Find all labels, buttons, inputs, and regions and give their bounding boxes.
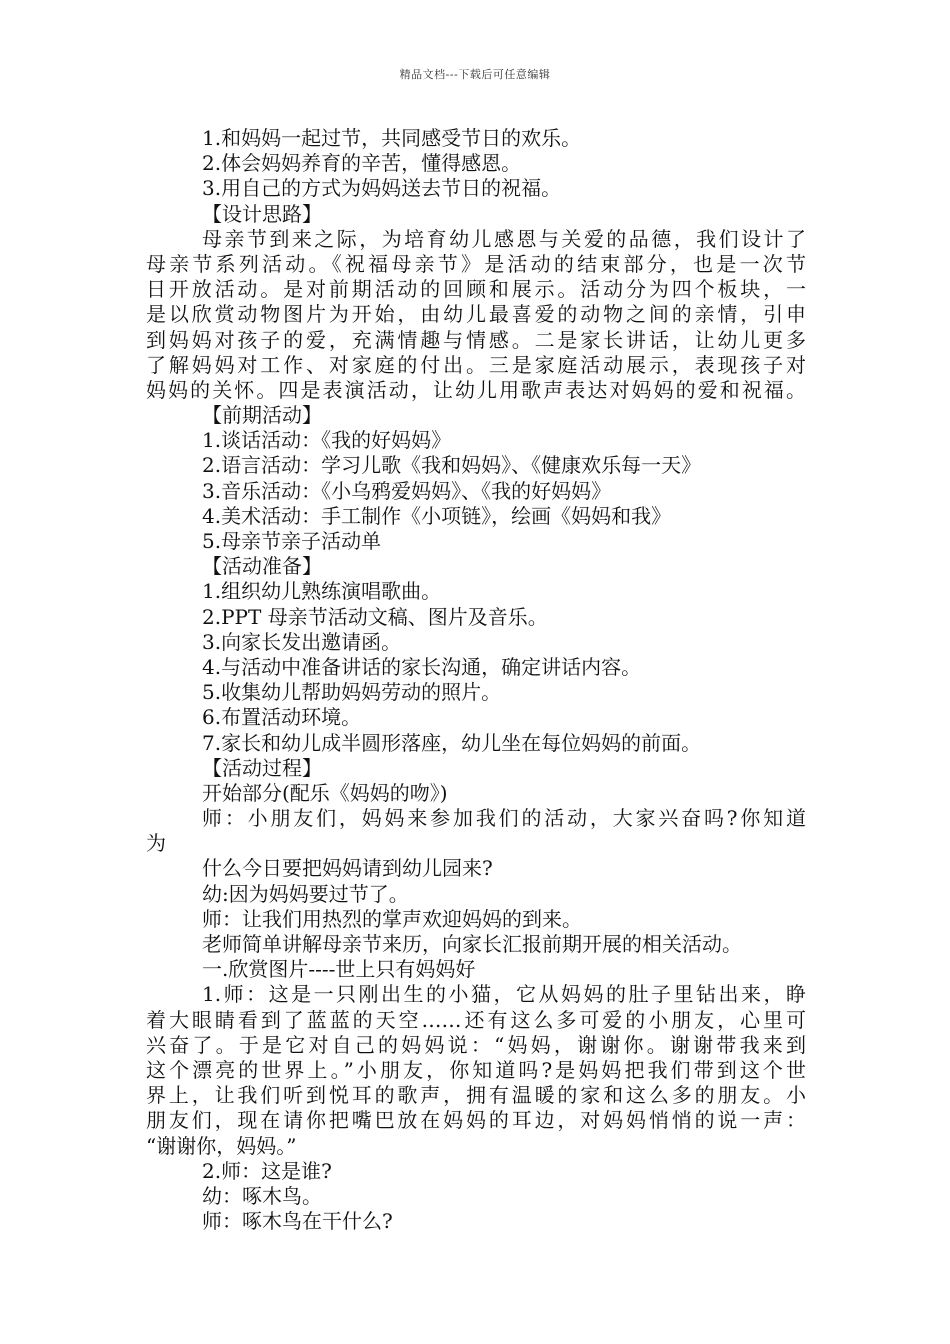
text-line: 什么今日要把妈妈请到幼儿园来? (202, 856, 493, 881)
page-header: 精品文档---下载后可任意编辑 (399, 68, 551, 81)
text-line: 【设计思路】 (202, 201, 322, 226)
text-line: 【活动过程】 (202, 755, 322, 780)
text-line: 2.体会妈妈养育的辛苦，懂得感恩。 (202, 151, 522, 176)
text-line: 界上，让我们听到悦耳的歌声，拥有温暖的家和这么多的朋友。小 (146, 1083, 806, 1108)
text-line: 7.家长和幼儿成半圆形落座，幼儿坐在每位妈妈的前面。 (202, 730, 702, 755)
text-line: 师：小朋友们，妈妈来参加我们的活动，大家兴奋吗?你知道 (202, 806, 806, 831)
text-line: 是以欣赏动物图片为开始，由幼儿最喜爱的动物之间的亲情，引申 (146, 302, 806, 327)
text-line: 为 (146, 831, 166, 856)
document-body (146, 126, 806, 1234)
text-line: 日开放活动。是对前期活动的回顾和展示。活动分为四个板块，一 (146, 277, 806, 302)
text-line: 【活动准备】 (202, 554, 322, 579)
text-line: 2.师：这是谁? (202, 1158, 332, 1183)
text-line: “谢谢你，妈妈。” (146, 1133, 297, 1158)
text-line: 4.美术活动：手工制作《小项链》，绘画《妈妈和我》 (202, 503, 672, 528)
text-line: 幼:因为妈妈要过节了。 (202, 881, 409, 906)
text-line: 【前期活动】 (202, 403, 322, 428)
text-line: 开始部分(配乐《妈妈的吻》) (202, 780, 448, 805)
text-line: 3.向家长发出邀请函。 (202, 629, 402, 654)
text-line: 幼：啄木鸟。 (202, 1183, 322, 1208)
text-line: 1.谈话活动：《我的好妈妈》 (202, 428, 452, 453)
text-line: 1.组织幼儿熟练演唱歌曲。 (202, 579, 442, 604)
text-line: 4.与活动中准备讲话的家长沟通，确定讲话内容。 (202, 654, 642, 679)
text-line: 1.和妈妈一起过节，共同感受节日的欢乐。 (202, 126, 582, 150)
text-line: 到妈妈对孩子的爱，充满情趣与情感。二是家长讲话，让幼儿更多 (146, 327, 806, 352)
text-line: 着大眼睛看到了蓝蓝的天空……还有这么多可爱的小朋友，心里可 (146, 1007, 806, 1032)
text-line: 6.布置活动环境。 (202, 705, 362, 730)
text-line: 5.母亲节亲子活动单 (202, 529, 382, 553)
text-line: 5.收集幼儿帮助妈妈劳动的照片。 (202, 680, 502, 705)
text-line: 师：让我们用热烈的掌声欢迎妈妈的到来。 (202, 906, 582, 931)
text-line: 1.师：这是一只刚出生的小猫，它从妈妈的肚子里钻出来，睁 (202, 982, 806, 1007)
text-line: 老师简单讲解母亲节来历，向家长汇报前期开展的相关活动。 (202, 932, 742, 956)
text-line: 这个漂亮的世界上。”小朋友，你知道吗?是妈妈把我们带到这个世 (146, 1057, 806, 1082)
text-line: 2.PPT 母亲节活动文稿、图片及音乐。 (202, 604, 548, 629)
text-line: 妈妈的关怀。四是表演活动，让幼儿用歌声表达对妈妈的爱和祝福。 (146, 377, 806, 402)
text-line: 一.欣赏图片----世上只有妈妈好 (202, 957, 476, 982)
text-line: 3.用自己的方式为妈妈送去节日的祝福。 (202, 176, 562, 201)
text-line: 师：啄木鸟在干什么? (202, 1209, 393, 1234)
text-line: 朋友们，现在请你把嘴巴放在妈妈的耳边，对妈妈悄悄的说一声： (146, 1108, 806, 1133)
text-line: 母亲节到来之际，为培育幼儿感恩与关爱的品德，我们设计了 (202, 226, 806, 251)
text-line: 了解妈妈对工作、对家庭的付出。三是家庭活动展示，表现孩子对 (146, 352, 806, 377)
text-line: 兴奋了。于是它对自己的妈妈说：“妈妈，谢谢你。谢谢带我来到 (146, 1032, 806, 1057)
text-line: 2.语言活动：学习儿歌《我和妈妈》、《健康欢乐每一天》 (202, 453, 702, 478)
text-line: 3.音乐活动：《小乌鸦爱妈妈》、《我的好妈妈》 (202, 478, 612, 503)
text-line: 母亲节系列活动。《祝福母亲节》是活动的结束部分，也是一次节 (146, 251, 806, 276)
